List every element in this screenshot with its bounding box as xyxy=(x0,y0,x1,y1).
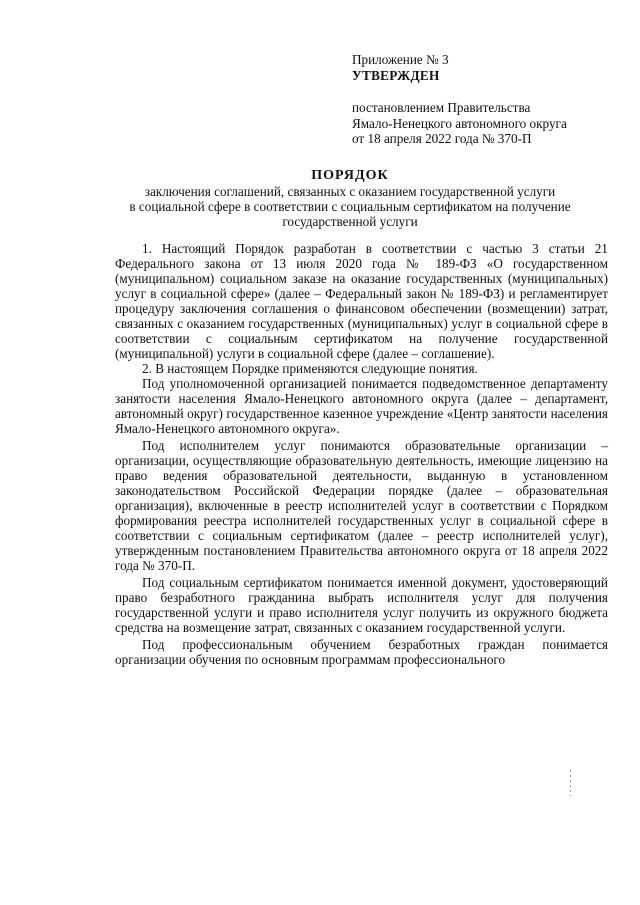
document-subtitle-line-2: в социальной сфере в соответствии с социальным сертификатом на получение xyxy=(129,199,571,214)
scan-artifact xyxy=(570,770,571,796)
paragraph-service-provider: Под исполнителем услуг понимаются образовательные организации – организации, осуществляющие образовательную деятельность, имеющие лицензию на право ведения образовательной деятельности, выданную в установленном законодательством Российской Федерации порядке (далее – образовательная организация), включенные в реестр исполнителей услуг в соответствии с Порядком формирования реестра исполнителей государственных услуг в социальной сфере в соответствии с социальным сертификатом (далее – реестр исполнителей услуг), утвержденным постановлением Правительства автономного округа от 18 апреля 2022 года № 370-П. xyxy=(115,438,608,573)
appendix-number: Приложение № 3 xyxy=(352,52,449,67)
document-body xyxy=(115,241,608,667)
paragraph-1-purpose: 1. Настоящий Порядок разработан в соответствии с частью 3 статьи 21 Федерального закона от 13 июля 2020 года № 189-ФЗ «О государственном (муниципальном) социальном заказе на оказание государственных (муниципальных) услуг в социальной сфере» (далее – Федеральный закон № 189-ФЗ) и регламентирует процедуру заключения соглашения о финансовом обеспечении (возмещении) затрат, связанных с оказанием государственных (муниципальных) услуг в социальной сфере в соответствии с социальным сертификатом на получение государственной (муниципальной) услуги в социальной сфере (далее – соглашение). xyxy=(115,241,608,361)
document-subtitle-line-1: заключения соглашений, связанных с оказанием государственной услуги xyxy=(144,184,556,199)
paragraph-2-definitions-intro: 2. В настоящем Порядке применяются следующие понятия. xyxy=(142,361,478,376)
paragraph-vocational-training: Под профессиональным обучением безработных граждан понимается организации обучения по основным программам профессионального xyxy=(115,637,608,667)
paragraph-authorized-organization: Под уполномоченной организацией понимается подведомственное департаменту занятости населения Ямало-Ненецкого автономного округа (далее – департамент, автономный округ) государственное казенное учреждение «Центр занятости населения Ямало-Ненецкого автономного округа». xyxy=(115,376,608,436)
document-subtitle-line-3: государственной услуги xyxy=(282,214,418,229)
decree-line-2: Ямало-Ненецкого автономного округа xyxy=(352,115,567,131)
approval-spacer xyxy=(352,83,622,100)
document-title-block xyxy=(80,168,620,229)
document-title: ПОРЯДОК xyxy=(311,168,389,183)
approved-heading: УТВЕРЖДЕН xyxy=(352,67,440,83)
paragraph-social-certificate: Под социальным сертификатом понимается именной документ, удостоверяющий право безработного гражданина выбрать исполнителя услуг для получения государственной услуги и право исполнителя услуг получить из окружного бюджета средства на возмещение затрат, связанных с оказанием государственной услуги. xyxy=(115,575,608,635)
approval-stamp-block xyxy=(352,52,622,147)
decree-line-1: постановлением Правительства xyxy=(352,100,531,115)
decree-line-3: от 18 апреля 2022 года № 370-П xyxy=(352,131,532,146)
